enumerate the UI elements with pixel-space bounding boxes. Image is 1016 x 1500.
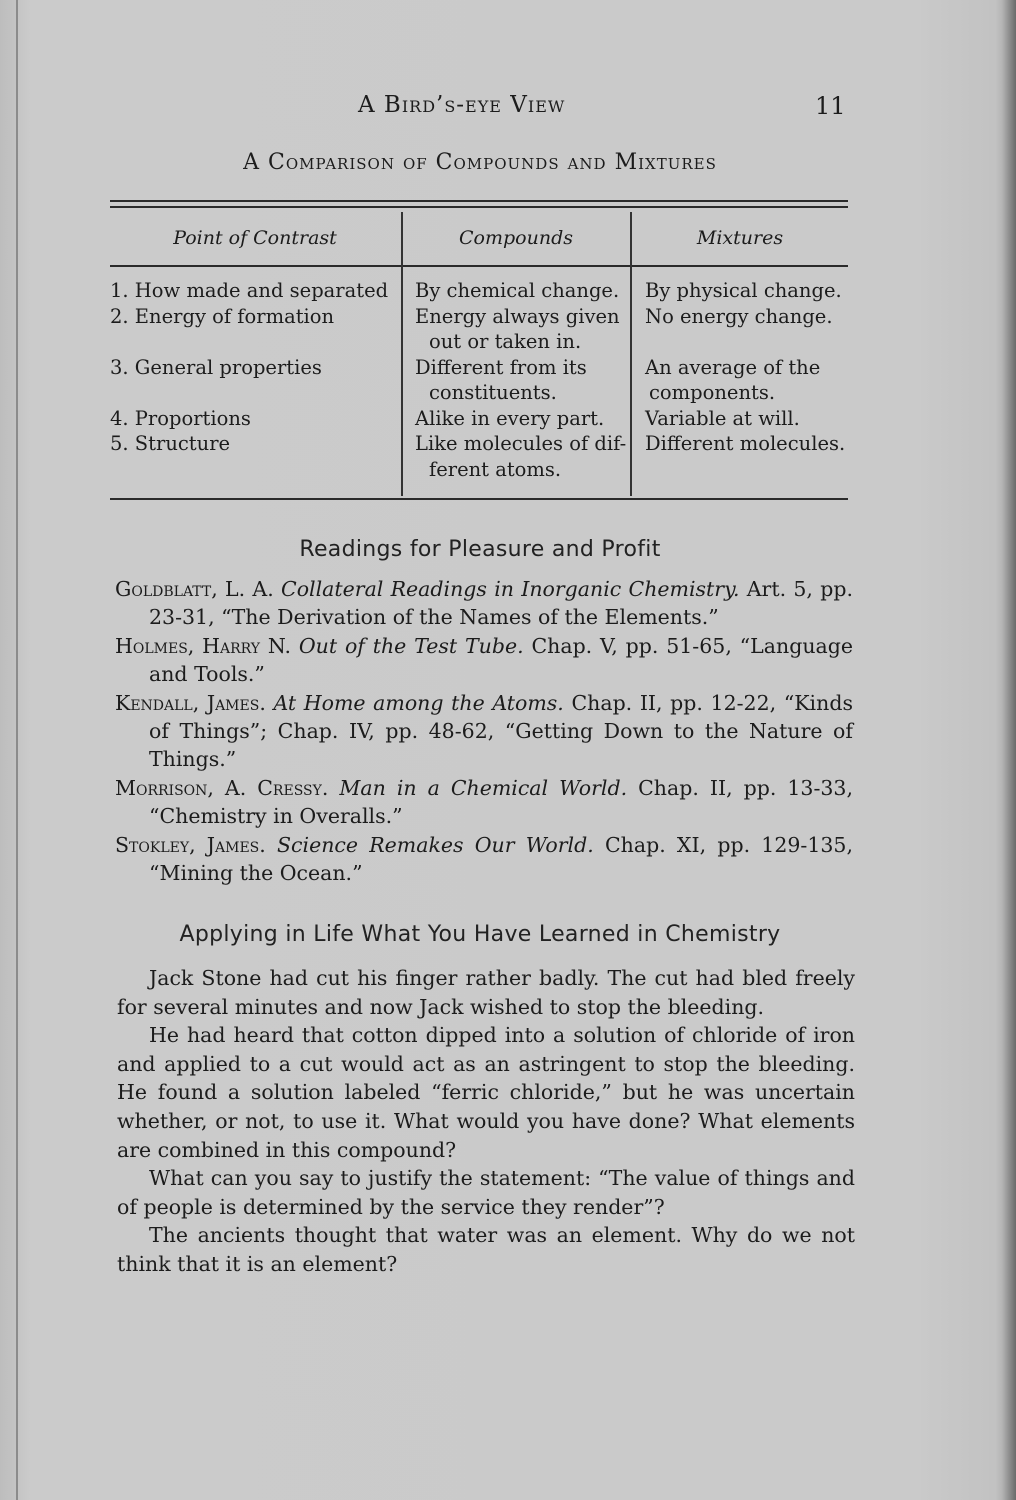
row-3-compounds-cont: constituents.: [429, 381, 557, 404]
reading-detail: Art. 5, pp. 23-31, “The Derivation of the Names of the Elements.”: [149, 577, 853, 630]
table-top-rule-2: [110, 206, 848, 208]
reading-title: Man in a Chemical World.: [339, 775, 628, 800]
paragraph: What can you say to justify the statement: “The value of things and of people is determined by the service they render”?: [117, 1166, 855, 1219]
row-1-mixtures: By physical change.: [645, 279, 842, 302]
paragraph: Jack Stone had cut his finger rather badly. The cut had bled freely for several minutes and now Jack wished to stop the bleeding.: [117, 966, 855, 1019]
row-3-point: 3. General properties: [110, 355, 322, 379]
reading-entry: [115, 689, 853, 774]
reading-title: Out of the Test Tube.: [298, 633, 524, 658]
reading-detail: Chap. II, pp. 12-22, “Kinds of Things”; Chap. IV, pp. 48-62, “Getting Down to the Nature of Things.”: [149, 690, 853, 772]
compounds-column: [415, 278, 627, 482]
reading-entry: [115, 831, 853, 888]
readings-list: [115, 575, 853, 887]
reading-detail: Chap. V, pp. 51-65, “Language and Tools.”: [149, 633, 853, 687]
reading-title: Science Remakes Our World.: [277, 832, 594, 857]
header-point-of-contrast: Point of Contrast: [173, 227, 337, 249]
mixtures-column: [645, 278, 850, 457]
table-top-rule: [110, 200, 848, 202]
column-divider-1: [401, 212, 403, 496]
row-5-compounds: Like molecules of dif-: [415, 432, 627, 455]
reading-author: Goldblatt, L. A.: [115, 577, 274, 601]
row-4-mixtures: Variable at will.: [645, 406, 800, 430]
running-head: [0, 92, 1016, 124]
page-number: 11: [815, 92, 846, 120]
table-bottom-rule: [110, 498, 848, 500]
page-right-edge: [1002, 0, 1016, 1500]
page-binding-edge: [16, 0, 18, 1500]
table-header-rule: [110, 265, 848, 267]
row-2-mixtures: No energy change.: [645, 304, 833, 328]
readings-heading: Readings for Pleasure and Profit: [299, 537, 661, 562]
row-5-compounds-cont: ferent atoms.: [429, 457, 562, 481]
running-title: A Bird’s-eye View: [358, 92, 566, 118]
reading-author: Morrison, A. Cressy.: [115, 775, 329, 800]
reading-author: Holmes, Harry N.: [115, 633, 292, 658]
row-1-point: 1. How made and separated: [110, 279, 389, 302]
row-4-compounds: Alike in every part.: [415, 406, 605, 430]
row-2-point: 2. Energy of formation: [110, 304, 335, 328]
paragraph: He had heard that cotton dipped into a solution of chloride of iron and applied to a cut would act as an astringent to stop the bleeding. He found a solution labeled “ferric chloride,” but he was uncertain whether, or not, to use it. What would you have done? What elements are combined in this compound?: [117, 1023, 855, 1162]
header-mixtures: Mixtures: [696, 227, 784, 249]
reading-entry: [115, 774, 853, 831]
points-column: [110, 278, 400, 457]
row-3-compounds: Different from its: [415, 355, 587, 379]
table-title: A Comparison of Compounds and Mixtures: [243, 150, 717, 175]
reading-author: Stokley, James.: [115, 832, 266, 857]
reading-title: Collateral Readings in Inorganic Chemistry.: [281, 577, 740, 601]
column-divider-2: [630, 212, 632, 496]
row-2-compounds: Energy always given: [415, 304, 620, 328]
applying-heading: Applying in Life What You Have Learned in Chemistry: [179, 922, 781, 947]
row-4-point: 4. Proportions: [110, 406, 251, 430]
paragraph: The ancients thought that water was an element. Why do we not think that it is an element?: [117, 1223, 855, 1276]
reading-entry: [115, 632, 853, 689]
header-compounds: Compounds: [459, 227, 573, 249]
reading-detail: Chap. XI, pp. 129-135, “Mining the Ocean.”: [149, 832, 853, 886]
row-1-compounds: By chemical change.: [415, 279, 620, 302]
reading-entry: [115, 575, 853, 632]
reading-detail: Chap. II, pp. 13-33, “Chemistry in Overalls.”: [149, 775, 853, 829]
row-5-point: 5. Structure: [110, 432, 231, 455]
reading-title: At Home among the Atoms.: [273, 690, 564, 715]
row-2-compounds-cont: out or taken in.: [429, 330, 582, 353]
row-3-mixtures: An average of the: [645, 355, 821, 379]
applying-text: [117, 964, 855, 1279]
reading-author: Kendall, James.: [115, 690, 266, 715]
row-3-mixtures-cont: components.: [649, 381, 776, 404]
row-5-mixtures: Different molecules.: [645, 432, 846, 455]
